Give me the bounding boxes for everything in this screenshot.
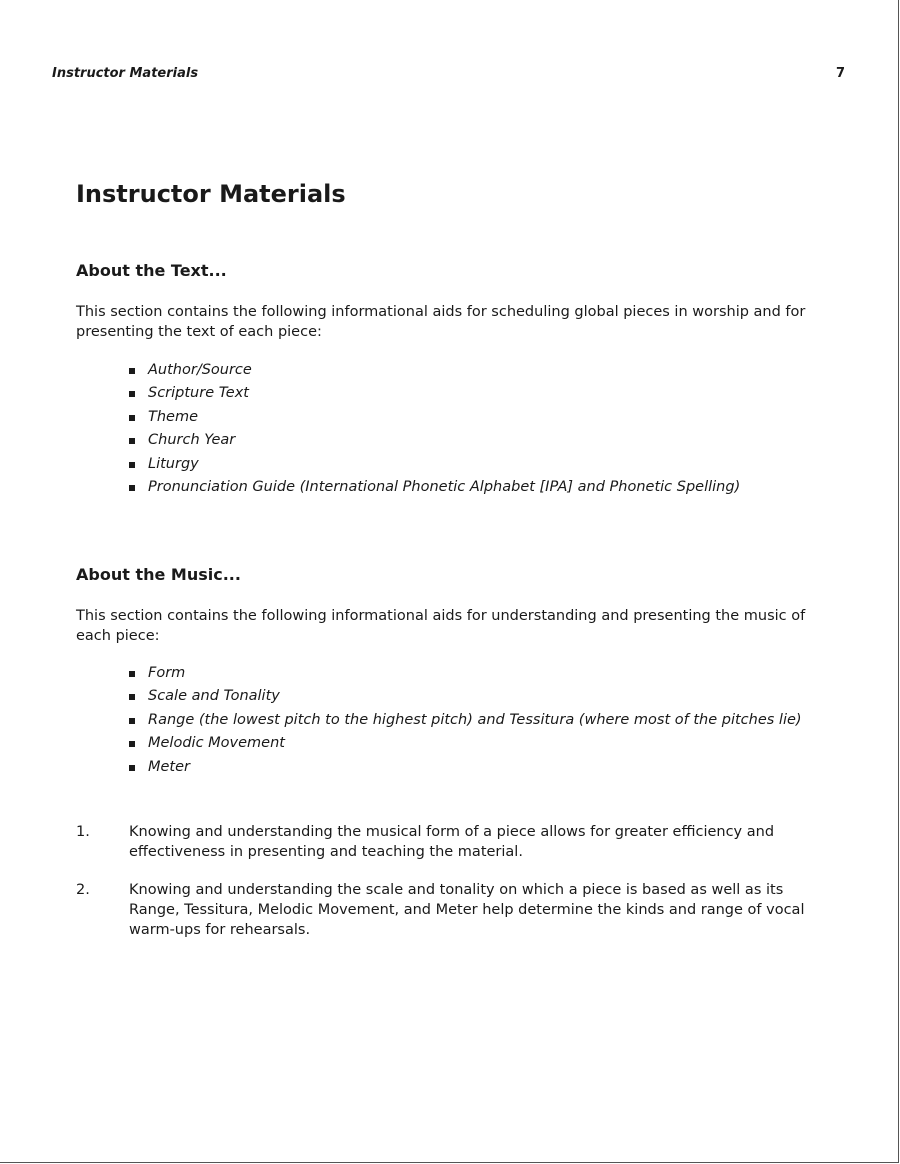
numbered-note [76, 822, 816, 862]
music-aids-list [129, 662, 802, 779]
list-item: Pronunciation Guide (International Phonetic Alphabet [IPA] and Phonetic Spelling) [129, 476, 740, 499]
note-number: 2. [76, 882, 90, 898]
page-number: 7 [835, 66, 845, 81]
list-item: Scale and Tonality [129, 685, 802, 708]
section-intro-text: This section contains the following informational aids for scheduling global pieces in worship and for presenting the text of each piece: [76, 304, 806, 340]
list-item: Melodic Movement [129, 732, 802, 755]
list-item: Liturgy [129, 453, 740, 476]
list-item: Range (the lowest pitch to the highest pitch) and Tessitura (where most of the pitches lie) [129, 709, 802, 732]
section-intro-music: This section contains the following informational aids for understanding and presenting the music of each piece: [76, 608, 806, 644]
numbered-note [76, 880, 816, 940]
running-header-title: Instructor Materials [52, 66, 199, 81]
note-text: Knowing and understanding the musical form of a piece allows for greater efficiency and effectiveness in presenting and teaching the material. [129, 824, 775, 860]
page-title: Instructor Materials [76, 180, 346, 208]
list-item: Form [129, 662, 802, 685]
list-item: Scripture Text [129, 382, 740, 405]
section-heading-music: About the Music... [76, 565, 241, 584]
note-number: 1. [76, 824, 90, 840]
list-item: Author/Source [129, 359, 740, 382]
section-heading-text: About the Text... [76, 261, 227, 280]
list-item: Meter [129, 756, 802, 779]
text-aids-list [129, 359, 740, 499]
list-item: Theme [129, 406, 740, 429]
list-item: Church Year [129, 429, 740, 452]
note-text: Knowing and understanding the scale and tonality on which a piece is based as well as its Range, Tessitura, Melodic Movement, and Meter help determine the kinds and range of vocal warm-ups for rehearsals. [129, 882, 805, 938]
